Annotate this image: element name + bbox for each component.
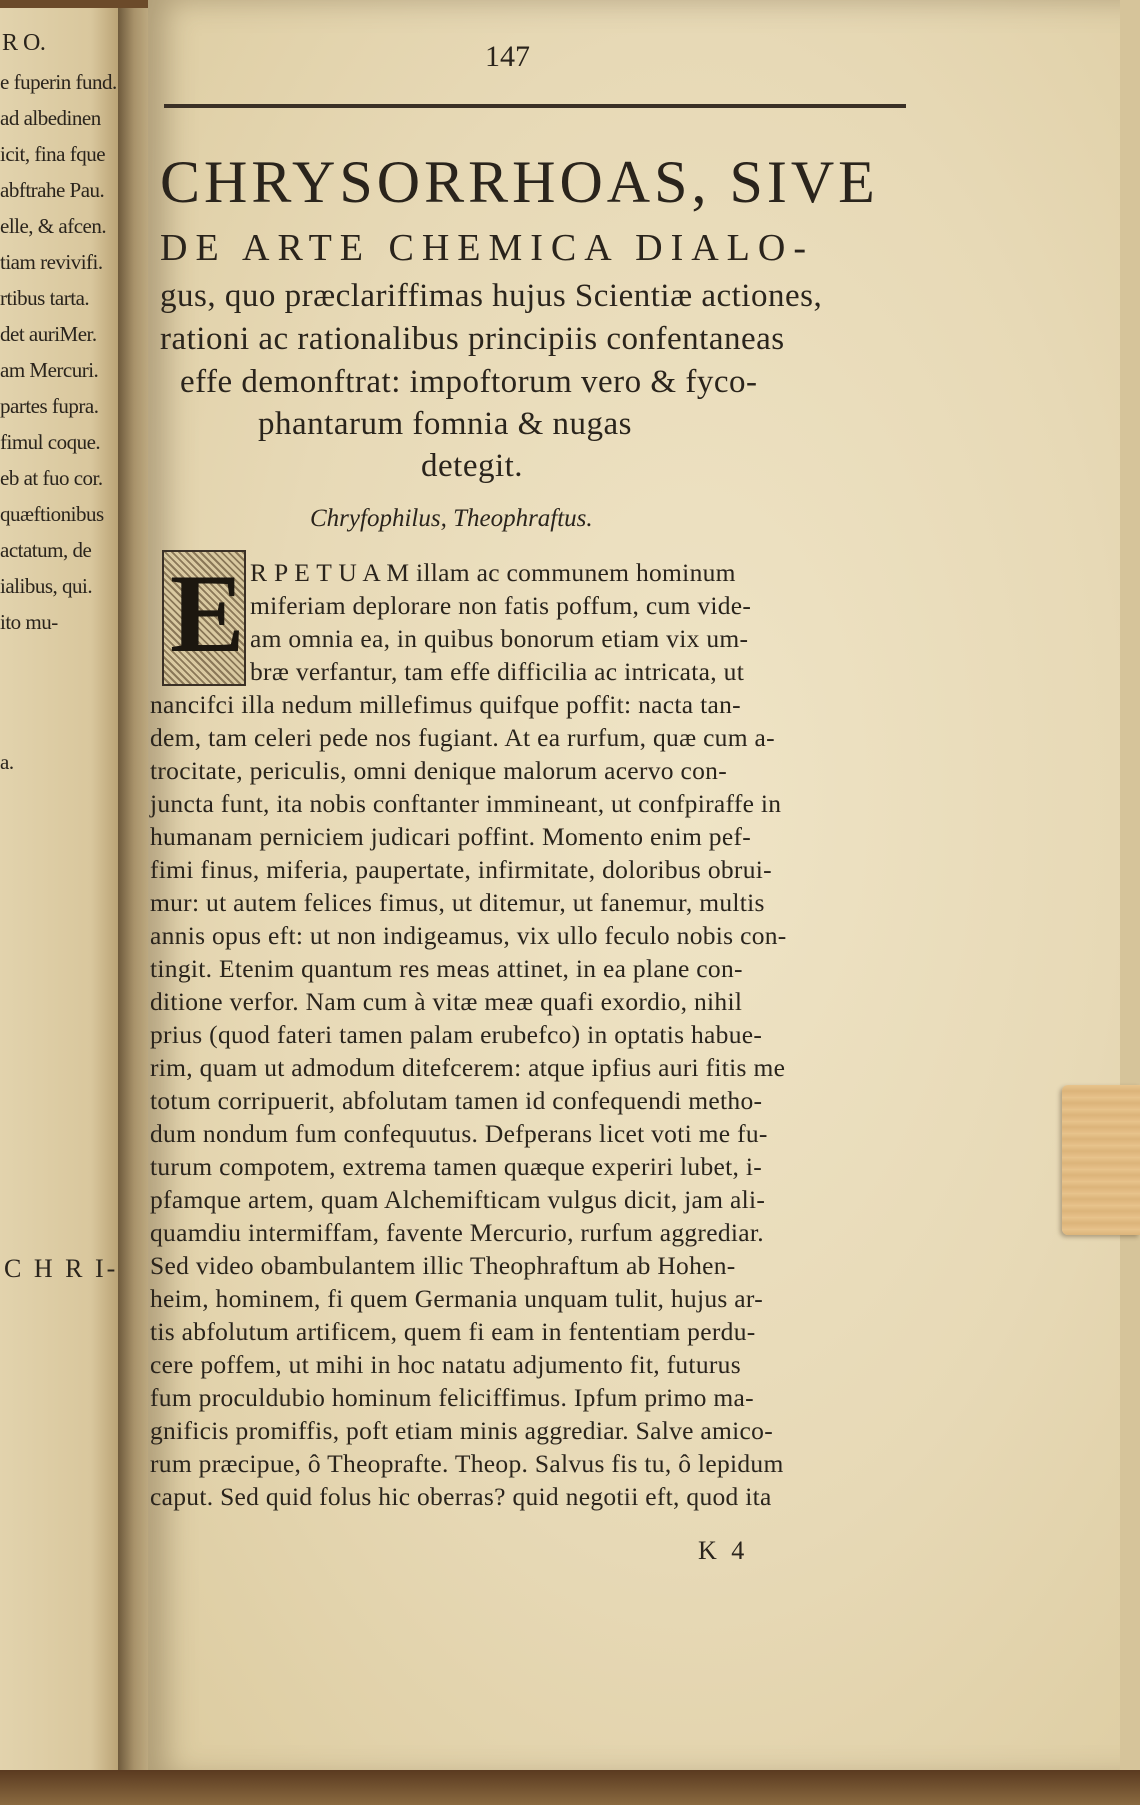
signature-mark: K 4: [698, 1536, 749, 1565]
header-rule: [164, 104, 906, 108]
body-line: miferiam deplorare non fatis poffum, cum vide-: [250, 591, 752, 620]
body-line: dum nondum fum confequutus. Defperans licet voti me fu-: [150, 1119, 768, 1148]
body-line: totum corripuerit, abfolutam tamen id confequendi metho-: [150, 1086, 763, 1115]
initial-letter: E: [170, 552, 245, 676]
title-line-3: gus, quo præclariffimas hujus Scientiæ actiones,: [160, 278, 823, 314]
title-line-6: phantarum fomnia & nugas: [258, 406, 633, 442]
left-page-line: C H R I-: [4, 1254, 119, 1283]
left-page-line: ito mu-: [0, 610, 58, 634]
title-line-5: effe demonftrat: impoftorum vero & fyco-: [180, 364, 758, 400]
left-page-line: abftrahe Pau.: [0, 178, 105, 202]
title-line-4: rationi ac rationalibus principiis confentaneas: [160, 321, 785, 357]
title-line-7: detegit.: [421, 448, 524, 484]
body-line: trocitate, periculis, omni denique malorum acervo con-: [150, 756, 728, 785]
body-line: fum proculdubio hominum feliciffimus. Ipfum primo ma-: [150, 1383, 754, 1412]
body-line: caput. Sed quid folus hic oberras? quid negotii eft, quod ita: [150, 1482, 772, 1511]
body-line: heim, hominem, fi quem Germania unquam tulit, hujus ar-: [150, 1284, 763, 1313]
page-edge: [1120, 0, 1140, 1778]
dialogue-speakers: Chryfophilus, Theophraftus.: [310, 505, 593, 532]
body-line: tis abfolutum artificem, quem fi eam in fententiam perdu-: [150, 1317, 756, 1346]
left-page-line: fimul coque.: [0, 430, 101, 454]
body-line: annis opus eft: ut non indigeamus, vix ullo feculo nobis con-: [150, 921, 787, 950]
left-page-line: ialibus, qui.: [0, 574, 93, 598]
body-line: tingit. Etenim quantum res meas attinet, in ea plane con-: [150, 954, 743, 983]
body-line: pfamque artem, quam Alchemifticam vulgus dicit, jam ali-: [150, 1185, 766, 1214]
left-page-line: tiam revivifi.: [0, 250, 103, 274]
body-line: dem, tam celeri pede nos fugiant. At ea rurfum, quæ cum a-: [150, 723, 775, 752]
body-line: prius (quod fateri tamen palam erubefco) in optatis habue-: [150, 1020, 763, 1049]
left-page-line: eb at fuo cor.: [0, 466, 103, 490]
left-page-line: rtibus tarta.: [0, 286, 90, 310]
body-line: rum præcipue, ô Theoprafte. Theop. Salvus fis tu, ô lepidum: [150, 1449, 784, 1478]
left-page-line: e fuperin fund.: [0, 70, 117, 94]
body-line: nancifci illa nedum millefimus quifque poffit: nacta tan-: [150, 690, 741, 719]
left-page-line: partes fupra.: [0, 394, 99, 418]
body-line: cere poffem, ut mihi in hoc natatu adjumento fit, futurus: [150, 1350, 741, 1379]
body-line: fimi finus, miferia, paupertate, infirmitate, doloribus obrui-: [150, 855, 772, 884]
decorated-initial: [162, 550, 246, 686]
left-page-line: am Mercuri.: [0, 358, 99, 382]
body-line: am omnia ea, in quibus bonorum etiam vix um-: [250, 624, 749, 653]
left-page-line: a.: [0, 750, 14, 774]
body-line: humanam perniciem judicari poffint. Momento enim pef-: [150, 822, 752, 851]
body-line: ditione verfor. Nam cum à vitæ meæ quafi exordio, nihil: [150, 987, 743, 1016]
left-page-line: ad albedinen: [0, 106, 101, 130]
body-line: mur: ut autem felices fimus, ut ditemur, ut fanemur, multis: [150, 888, 765, 917]
left-page-line: quæftionibus: [0, 502, 104, 526]
page-number: 147: [485, 40, 530, 73]
body-line: rim, quam ut admodum ditefcerem: atque ipfius auri fitis me: [150, 1053, 786, 1082]
body-line: juncta funt, ita nobis conftanter immineant, ut confpiraffe in: [150, 789, 782, 818]
title-line-2: DE ARTE CHEMICA DIALO-: [160, 227, 814, 269]
main-page: [148, 0, 1140, 1778]
body-line: bræ verfantur, tam effe difficilia ac intricata, ut: [250, 657, 745, 686]
left-page-line: R O.: [2, 30, 46, 56]
left-page-line: icit, fina fque: [0, 142, 106, 166]
left-page-line: actatum, de: [0, 538, 92, 562]
body-line: Sed video obambulantem illic Theophraftum ab Hohen-: [150, 1251, 736, 1280]
book-binding-bottom: [0, 1770, 1140, 1805]
left-page-line: elle, & afcen.: [0, 214, 107, 238]
bookmark-strip: [1062, 1085, 1140, 1235]
body-line: turum compotem, extrema tamen quæque experiri lubet, i-: [150, 1152, 763, 1181]
body-line: quamdiu intermiffam, favente Mercurio, rurfum aggrediar.: [150, 1218, 764, 1247]
left-page-line: det auriMer.: [0, 322, 97, 346]
left-page: [0, 8, 130, 1783]
body-line: R P E T U A M illam ac communem hominum: [250, 558, 736, 587]
body-line: gnificis promiffis, poft etiam minis aggrediar. Salve amico-: [150, 1416, 774, 1445]
title-line-1: CHRYSORRHOAS, SIVE: [160, 149, 879, 215]
